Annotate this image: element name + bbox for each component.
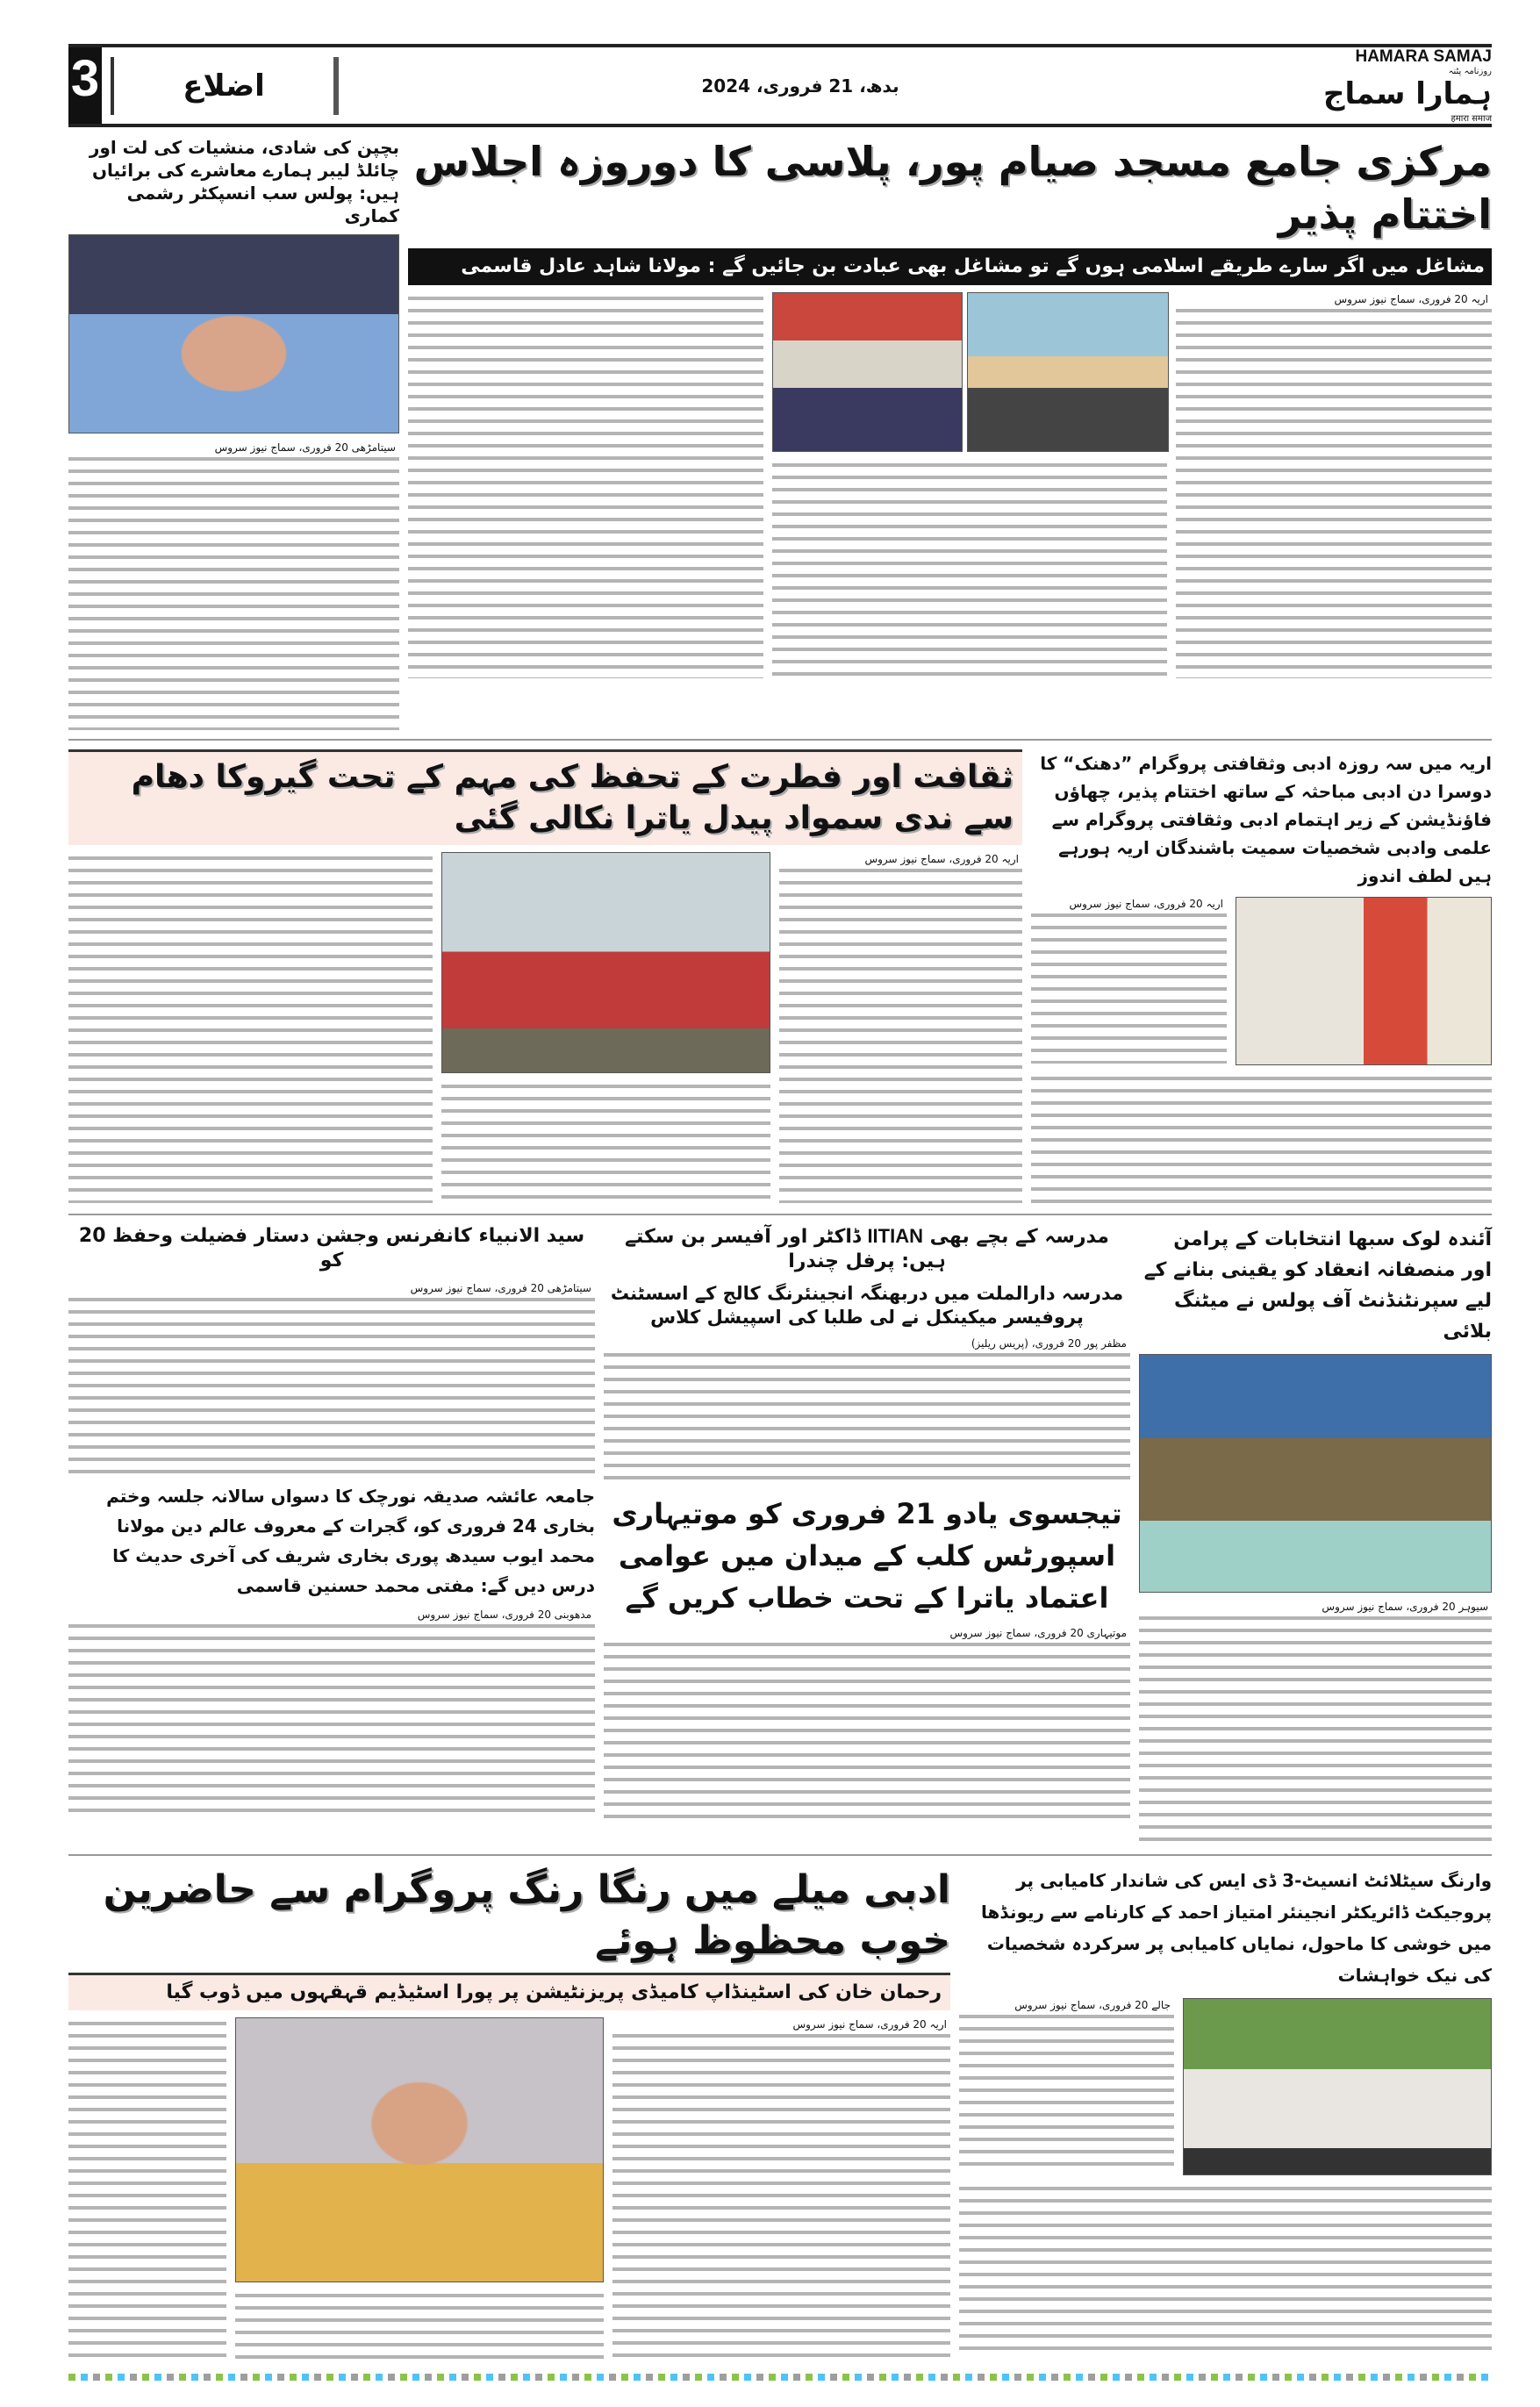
story10-body — [959, 1998, 1492, 2175]
story1-photos — [772, 292, 1167, 452]
story3-headline: اریہ میں سہ روزہ ادبی وثقافتی پروگرام ”دھنک“ کا دوسرا دن ادبی مباحثہ کے ساتھ اختتام پذیر، چھاؤں فاؤنڈیشن کے زیر اہتمام ادبی وثقافتی پروگرام سے علمی وادبی شخصیات سمیت باشندگان اریہ ہورہے ہیں لطف اندوز — [1040, 753, 1492, 886]
story5-text — [604, 1336, 1130, 1486]
middle-stories — [604, 1224, 1130, 1820]
section-d — [68, 1865, 1492, 2361]
story1-text-middle — [772, 459, 1167, 680]
story5-dateline: مظفر پور 20 فروری، (پریس ریلیز) — [604, 1336, 1130, 1350]
story1-body — [408, 292, 1492, 680]
story5-subhead: مدرسہ دارالملت میں دربھنگہ انجینئرنگ کالج کے اسسٹنٹ پروفیسر میکینکل نے لی طلبا کی اسپیشل کلاس — [610, 1282, 1124, 1329]
story9-body — [68, 2017, 950, 2361]
newspaper-logo — [1262, 47, 1492, 124]
section-title: اضلاع — [111, 57, 339, 115]
story8-text — [604, 1626, 1130, 1819]
story1-middle — [772, 292, 1167, 680]
divider — [68, 739, 1492, 741]
sidebar1-headline: بچپن کی شادی، منشیات کی لت اور چائلڈ لیبر ہمارے معاشرے کی برائیاں ہیں: پولس سب انسپکٹر رشمی کماری — [89, 137, 399, 226]
story6-headline: سید الانبیاء کانفرنس وجشن دستار فضیلت وحفظ 20 کو — [78, 1224, 585, 1272]
story4-text — [1139, 1600, 1492, 1845]
story9-text-right — [612, 2017, 950, 2360]
story9-subhead: رحمان خان کی اسٹینڈاپ کامیڈی پریزنٹیشن پر پورا اسٹیڈیم قہقہوں میں ڈوب گیا — [68, 1973, 950, 2011]
sidebar1-photo — [68, 234, 399, 433]
story2-text-left — [68, 852, 433, 1203]
story2 — [68, 749, 1022, 1205]
story1 — [408, 136, 1492, 680]
masthead — [68, 44, 1492, 127]
issue-date: بدھ، 21 فروری، 2024 — [701, 75, 899, 97]
story2-photo — [441, 852, 770, 1073]
story9-headline: ادبی میلے میں رنگا رنگ پروگرام سے حاضرین خوب محظوظ ہوئے — [103, 1867, 950, 1963]
story10-headline: وارنگ سیٹلائٹ انسیٹ-3 ڈی ایس کی شاندار کامیابی پر پروجیکٹ ڈائریکٹر انجینئر امتیاز احمد کے کارنامے سے ریونڈھا میں خوشی کا ماحول، نمایاں کامیابی پر سرکردہ شخصیات کی نیک خواہشات — [981, 1870, 1492, 1987]
story1-subhead: مشاغل میں اگر سارے طریقے اسلامی ہوں گے تو مشاغل بھی عبادت بن جائیں گے : مولانا شاہد عادل قاسمی — [408, 248, 1492, 286]
logo-hindi: हमारा समाज — [1450, 114, 1492, 124]
story9-middle — [235, 2017, 604, 2361]
story4-headline: آئندہ لوک سبھا انتخابات کے پرامن اور منصفانہ انعقاد کو یقینی بنانے کے لیے سپرنٹنڈنٹ آف پولس نے میٹنگ بلائی — [1143, 1228, 1492, 1343]
story7-headline: جامعہ عائشہ صدیقہ نورچک کا دسواں سالانہ جلسہ وختم بخاری 24 فروری کو، گجرات کے معروف عالم دین مولانا محمد ایوب سیدھ پوری بخاری شریف کی آخری حدیث کا درس دیں گے: مفتی محمد حسنین قاسمی — [106, 1485, 595, 1596]
story4-dateline: سیوہر 20 فروری، سماج نیوز سروس — [1139, 1600, 1492, 1614]
story2-text-bottom — [441, 1080, 770, 1205]
logo-tag: روزنامہ پٹنہ — [1448, 67, 1492, 76]
story1-photo-2 — [967, 292, 1169, 452]
story2-dateline: اریہ 20 فروری، سماج نیوز سروس — [779, 852, 1022, 866]
story2-middle — [441, 852, 770, 1205]
logo-english: HAMARA SAMAJ — [1355, 47, 1492, 66]
section-a — [68, 136, 1492, 730]
page-number: 3 — [68, 47, 102, 124]
story6-text — [68, 1281, 595, 1474]
story6-dateline: سیتامڑھی 20 فروری، سماج نیوز سروس — [68, 1281, 595, 1295]
story2-headline: ثقافت اور فطرت کے تحفظ کی مہم کے تحت گیروکا دھام سے ندی سمواد پیدل یاترا نکالی گئی — [68, 749, 1022, 845]
story5-headline-c: ڈاکٹر اور آفیسر بن سکتے ہیں: پرفل چندرا — [625, 1225, 946, 1273]
story10-text-top — [959, 1998, 1174, 2174]
story7-text — [68, 1608, 595, 1818]
story10 — [959, 1865, 1492, 2358]
sidebar1-text — [68, 441, 399, 730]
story4-photo — [1139, 1354, 1492, 1593]
story9 — [68, 1865, 950, 2361]
story4 — [1139, 1224, 1492, 1846]
story10-dateline: جالے 20 فروری، سماج نیوز سروس — [959, 1998, 1174, 2012]
section-b — [68, 749, 1492, 1205]
story3-photo — [1236, 897, 1492, 1065]
story8-dateline: موتیہاری 20 فروری، سماج نیوز سروس — [604, 1626, 1130, 1640]
divider — [68, 1854, 1492, 1856]
story8-headline: تیجسوی یادو 21 فروری کو موتیہاری اسپورٹس کلب کے میدان میں عوامی اعتماد یاترا کے تحت خطاب کریں گے — [612, 1497, 1122, 1615]
story10-text-bottom — [959, 2182, 1492, 2358]
story1-dateline: اریہ 20 فروری، سماج نیوز سروس — [1176, 292, 1492, 306]
story2-text-right — [779, 852, 1022, 1203]
logo-urdu: ہمارا سماج — [1322, 76, 1492, 111]
story3-text-bottom — [1031, 1072, 1492, 1204]
section-c — [68, 1224, 1492, 1846]
story9-dateline: اریہ 20 فروری، سماج نیوز سروس — [612, 2017, 950, 2031]
footer-dot-border — [68, 2374, 1492, 2381]
story2-body — [68, 852, 1022, 1205]
story1-text-left — [408, 292, 763, 678]
story5-headline — [604, 1224, 1130, 1275]
story1-text-right — [1176, 292, 1492, 678]
story3-text-top — [1031, 897, 1227, 1064]
story10-photo — [1183, 1998, 1492, 2175]
story3-dateline: اریہ 20 فروری، سماج نیوز سروس — [1031, 897, 1227, 911]
story3 — [1031, 749, 1492, 1204]
story9-text-left — [68, 2017, 226, 2360]
story5-headline-a: مدرسہ کے بچے بھی — [929, 1225, 1109, 1248]
story7-dateline: مدھوبنی 20 فروری، سماج نیوز سروس — [68, 1608, 595, 1622]
story1-photo-1 — [772, 292, 963, 452]
story1-headline: مرکزی جامع مسجد صیام پور، پلاسی کا دوروزہ اجلاس اختتام پذیر — [413, 138, 1492, 238]
left-stories — [68, 1224, 595, 1818]
sidebar1-dateline: سیتامڑھی 20 فروری، سماج نیوز سروس — [68, 441, 399, 455]
story3-body — [1031, 897, 1492, 1065]
story9-text-bottom — [235, 2289, 604, 2361]
divider — [68, 1214, 1492, 1215]
story5-headline-iitian: IITIAN — [867, 1224, 923, 1247]
story9-photo — [235, 2017, 604, 2282]
sidebar1 — [68, 136, 399, 730]
